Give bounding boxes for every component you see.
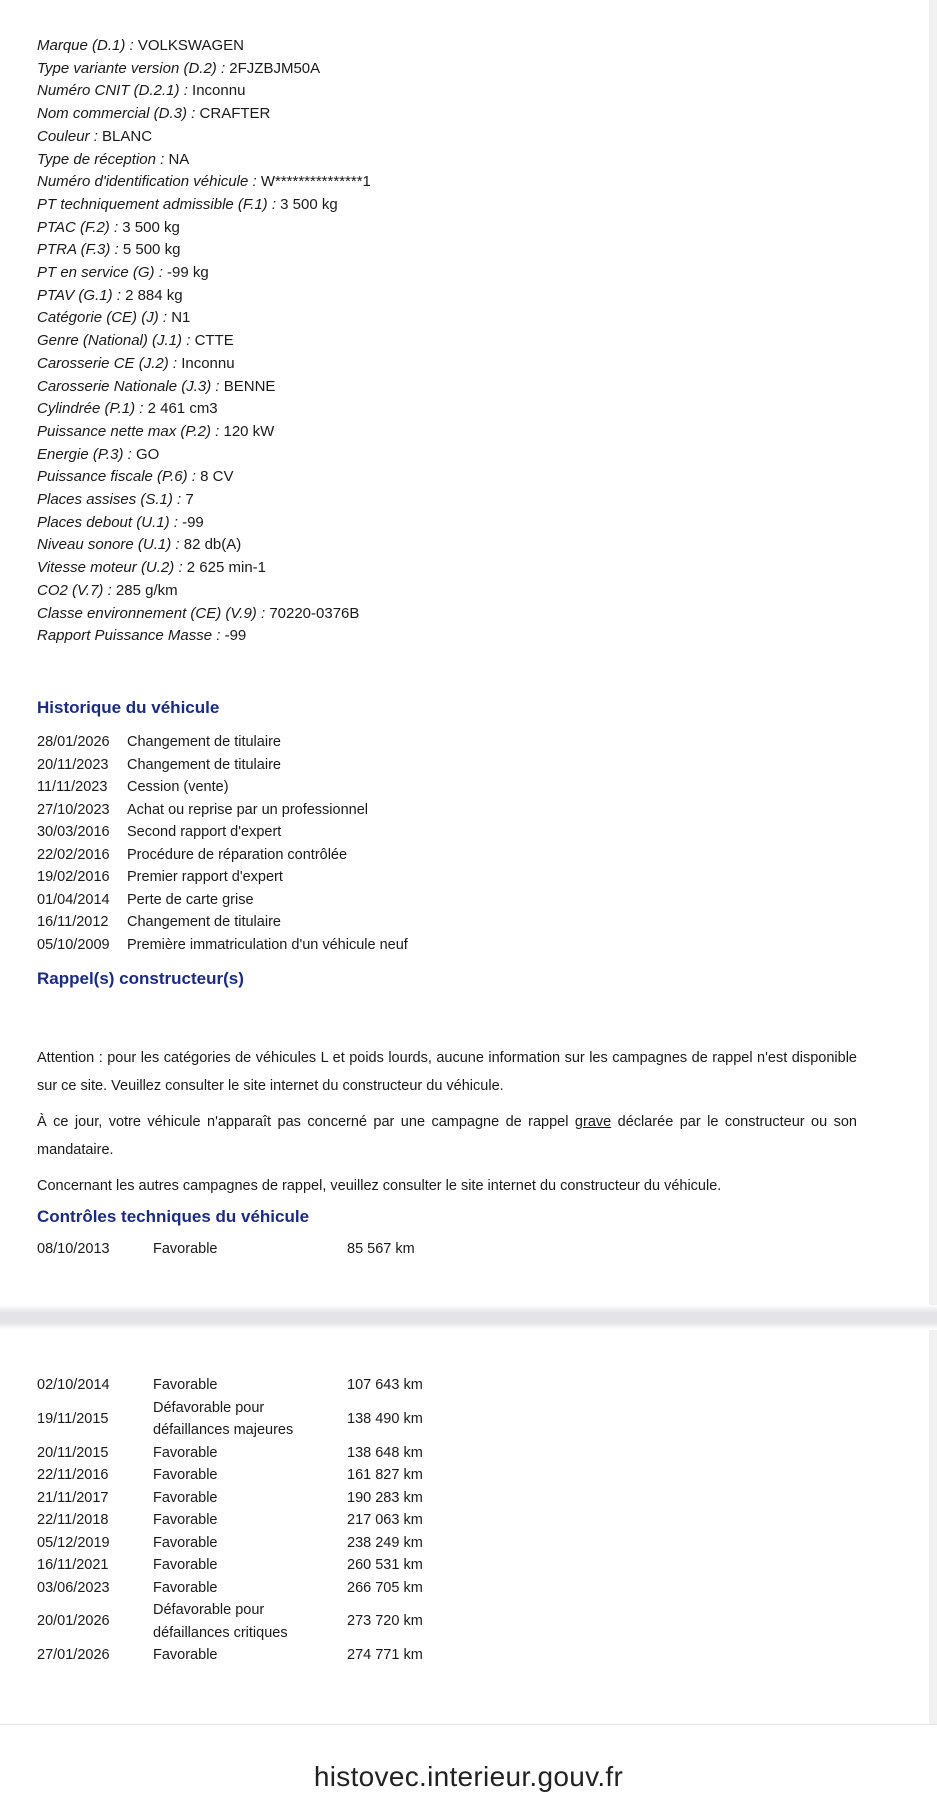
controle-date: 22/11/2018 xyxy=(37,1512,109,1528)
history-row xyxy=(37,776,408,799)
spec-value: GO xyxy=(135,445,160,463)
spec-row xyxy=(37,58,371,81)
controle-km: 138 490 km xyxy=(347,1410,423,1427)
rappels-text-span: À ce jour, votre véhicule n'apparaît pas concerné par une campagne de rappel xyxy=(37,1114,575,1130)
history-row xyxy=(37,911,408,934)
controle-result: Favorable xyxy=(153,1444,218,1461)
spec-value: -99 xyxy=(224,627,247,645)
controle-date: 22/11/2016 xyxy=(37,1467,109,1483)
controle-row xyxy=(37,1599,467,1644)
history-date: 16/11/2012 xyxy=(37,914,109,930)
controle-result: Favorable xyxy=(153,1467,218,1483)
spec-value: 3 500 kg xyxy=(280,195,338,213)
history-event: Changement de titulaire xyxy=(127,756,281,773)
controle-km: 238 249 km xyxy=(347,1534,423,1551)
vehicle-spec-list xyxy=(37,35,371,648)
spec-row xyxy=(37,126,371,149)
controle-date: 21/11/2017 xyxy=(37,1489,109,1506)
controle-result: Favorable xyxy=(153,1534,218,1551)
spec-row xyxy=(37,466,371,489)
spec-row xyxy=(37,149,371,172)
footer-url[interactable]: histovec.interieur.gouv.fr xyxy=(313,1761,624,1792)
spec-row xyxy=(37,444,371,467)
spec-value: 70220-0376B xyxy=(269,604,360,622)
spec-row xyxy=(37,353,371,376)
spec-label: Genre (National) (J.1) : xyxy=(37,332,195,350)
historique-title: Historique du véhicule xyxy=(37,698,220,717)
spec-label: Carosserie CE (J.2) : xyxy=(37,354,182,372)
spec-value: BENNE xyxy=(223,377,276,395)
spec-label: Puissance fiscale (P.6) : xyxy=(37,468,201,486)
history-date: 01/04/2014 xyxy=(37,891,110,908)
history-row xyxy=(37,821,408,844)
rappels-text xyxy=(37,1044,857,1208)
spec-value: 8 CV xyxy=(200,468,234,486)
history-date: 27/10/2023 xyxy=(37,801,110,818)
rappels-grave-word: grave xyxy=(574,1114,612,1130)
spec-label: PTAV (G.1) : xyxy=(37,286,126,304)
controle-date: 08/10/2013 xyxy=(37,1241,110,1257)
controle-result: Défavorable pour défaillances majeures xyxy=(153,1399,294,1438)
spec-label: Numéro d'identification véhicule : xyxy=(37,173,261,191)
spec-label: Classe environnement (CE) (V.9) : xyxy=(37,604,270,622)
controle-date: 02/10/2014 xyxy=(37,1377,110,1393)
spec-value: 3 500 kg xyxy=(122,218,180,236)
spec-label: Energie (P.3) : xyxy=(37,445,136,463)
spec-row xyxy=(37,376,371,399)
spec-label: CO2 (V.7) : xyxy=(37,581,116,599)
controle-km: 274 771 km xyxy=(347,1647,423,1663)
controle-result: Favorable xyxy=(153,1579,218,1596)
history-row xyxy=(37,731,408,754)
spec-label: PT en service (G) : xyxy=(37,264,168,282)
spec-label: Cylindrée (P.1) : xyxy=(37,400,148,418)
spec-row xyxy=(37,194,371,217)
controle-row xyxy=(37,1644,467,1667)
controle-km: 260 531 km xyxy=(347,1557,423,1573)
history-date: 05/10/2009 xyxy=(37,936,110,953)
history-event: Premier rapport d'expert xyxy=(127,869,283,885)
spec-row xyxy=(37,239,371,262)
spec-row xyxy=(37,603,371,626)
spec-label: Numéro CNIT (D.2.1) : xyxy=(37,82,193,100)
spec-row xyxy=(37,285,371,308)
spec-value: CRAFTER xyxy=(199,105,271,123)
spec-row xyxy=(37,80,371,103)
spec-label: Niveau sonore (U.1) : xyxy=(37,536,184,554)
spec-row xyxy=(37,534,371,557)
spec-row xyxy=(37,171,371,194)
history-event: Achat ou reprise par un professionnel xyxy=(127,801,369,818)
controle-row xyxy=(37,1487,467,1510)
spec-row xyxy=(37,489,371,512)
controle-km: 217 063 km xyxy=(347,1512,423,1528)
spec-value: BLANC xyxy=(102,127,153,145)
controle-row xyxy=(37,1554,467,1577)
controle-date: 03/06/2023 xyxy=(37,1579,110,1596)
spec-row xyxy=(37,421,371,444)
history-event: Changement de titulaire xyxy=(127,734,281,750)
history-date: 30/03/2016 xyxy=(37,824,110,840)
controle-row xyxy=(37,1532,467,1555)
spec-label: Puissance nette max (P.2) : xyxy=(37,422,224,440)
spec-value: 120 kW xyxy=(223,422,275,440)
history-date: 22/02/2016 xyxy=(37,846,110,863)
spec-row xyxy=(37,398,371,421)
controle-km: 107 643 km xyxy=(347,1377,423,1393)
history-event: Procédure de réparation contrôlée xyxy=(127,846,348,863)
controle-result: Favorable xyxy=(153,1377,218,1393)
rappels-paragraph: Attention : pour les catégories de véhicules L et poids lourds, aucune information sur les campagnes de rappel n'est disponible sur ce site. Veuillez consulter le site internet du constructeur du véhicule. xyxy=(37,1050,857,1094)
controle-date: 05/12/2019 xyxy=(37,1534,110,1551)
controles-title: Contrôles techniques du véhicule xyxy=(37,1207,310,1226)
page-break-divider xyxy=(0,1305,937,1330)
spec-value: 2 884 kg xyxy=(125,286,183,304)
controle-result: Favorable xyxy=(153,1489,218,1506)
spec-value: 2 461 cm3 xyxy=(147,400,218,418)
controle-date: 16/11/2021 xyxy=(37,1557,109,1573)
spec-label: Catégorie (CE) (J) : xyxy=(37,309,172,327)
spec-label: Nom commercial (D.3) : xyxy=(37,105,200,123)
history-row xyxy=(37,844,408,867)
history-date: 28/01/2026 xyxy=(37,734,110,750)
spec-value: Inconnu xyxy=(181,354,235,372)
spec-value: CTTE xyxy=(194,332,234,350)
controle-row xyxy=(37,1577,467,1600)
historique-list xyxy=(37,731,408,956)
spec-label: Type variante version (D.2) : xyxy=(37,59,230,77)
spec-row xyxy=(37,35,371,58)
spec-label: Couleur : xyxy=(37,127,103,145)
spec-value: -99 xyxy=(182,513,204,531)
controles-list xyxy=(37,1374,467,1667)
history-row xyxy=(37,934,408,957)
spec-value: 7 xyxy=(185,491,194,509)
spec-row xyxy=(37,580,371,603)
controle-result: Favorable xyxy=(153,1647,218,1663)
spec-row xyxy=(37,103,371,126)
spec-value: 285 g/km xyxy=(115,581,178,599)
spec-label: Type de réception : xyxy=(37,150,169,168)
rappels-paragraph xyxy=(37,1108,857,1164)
spec-label: Rapport Puissance Masse : xyxy=(37,627,225,645)
history-date: 19/02/2016 xyxy=(37,869,110,885)
history-event: Cession (vente) xyxy=(127,779,229,795)
history-row xyxy=(37,866,408,889)
spec-label: Vitesse moteur (U.2) : xyxy=(37,559,187,577)
spec-value: Inconnu xyxy=(192,82,246,100)
controle-row xyxy=(37,1509,467,1532)
spec-value: -99 kg xyxy=(167,264,209,282)
controle-km: 266 705 km xyxy=(347,1579,423,1596)
history-row xyxy=(37,799,408,822)
history-date: 20/11/2023 xyxy=(37,756,109,773)
scrollbar[interactable] xyxy=(929,0,937,1725)
controle-result: Favorable xyxy=(153,1241,218,1257)
controle-row xyxy=(37,1442,467,1465)
spec-row xyxy=(37,330,371,353)
spec-value: VOLKSWAGEN xyxy=(137,37,245,54)
controle-date: 27/01/2026 xyxy=(37,1647,110,1663)
spec-label: Marque (D.1) : xyxy=(37,37,138,54)
spec-row xyxy=(37,625,371,648)
controle-row xyxy=(37,1238,467,1261)
spec-row xyxy=(37,512,371,535)
browser-footer xyxy=(0,1724,937,1801)
controle-row xyxy=(37,1464,467,1487)
controle-date: 20/11/2015 xyxy=(37,1444,109,1461)
spec-label: PTRA (F.3) : xyxy=(37,241,123,259)
spec-value: 2FJZBJM50A xyxy=(229,59,321,77)
spec-row xyxy=(37,217,371,240)
spec-label: PTAC (F.2) : xyxy=(37,218,123,236)
history-event: Perte de carte grise xyxy=(127,891,254,908)
spec-row xyxy=(37,557,371,580)
controle-km: 273 720 km xyxy=(347,1613,423,1630)
controle-result: Défavorable pour défaillances critiques xyxy=(153,1602,288,1641)
spec-value: W***************1 xyxy=(260,173,371,191)
spec-value: NA xyxy=(168,150,190,168)
controle-date: 20/01/2026 xyxy=(37,1613,110,1630)
spec-row xyxy=(37,262,371,285)
spec-value: 5 500 kg xyxy=(122,241,181,259)
history-row xyxy=(37,754,408,777)
spec-row xyxy=(37,307,371,330)
controle-km: 161 827 km xyxy=(347,1467,423,1483)
controle-date: 19/11/2015 xyxy=(37,1410,109,1427)
history-row xyxy=(37,889,408,912)
controle-result: Favorable xyxy=(153,1512,218,1528)
rappels-text-span: déclarée par le constructeur ou son mandataire. xyxy=(37,1114,857,1158)
controle-row xyxy=(37,1374,467,1397)
history-event: Changement de titulaire xyxy=(127,914,281,930)
controle-km: 138 648 km xyxy=(347,1444,423,1461)
controle-km: 85 567 km xyxy=(347,1241,415,1257)
spec-label: Places assises (S.1) : xyxy=(37,491,186,509)
rappels-paragraph: Concernant les autres campagnes de rappel, veuillez consulter le site internet du constructeur du véhicule. xyxy=(37,1178,722,1194)
spec-label: Places debout (U.1) : xyxy=(37,513,183,531)
history-event: Second rapport d'expert xyxy=(127,824,282,840)
spec-value: 2 625 min-1 xyxy=(186,559,266,577)
rappels-title: Rappel(s) constructeur(s) xyxy=(37,969,244,988)
spec-value: N1 xyxy=(171,309,191,327)
controle-result: Favorable xyxy=(153,1557,218,1573)
history-event: Première immatriculation d'un véhicule neuf xyxy=(127,936,408,953)
controle-km: 190 283 km xyxy=(347,1489,423,1506)
spec-value: 82 db(A) xyxy=(183,536,242,554)
history-date: 11/11/2023 xyxy=(37,779,108,795)
spec-label: PT techniquement admissible (F.1) : xyxy=(37,195,281,213)
controle-row xyxy=(37,1397,467,1442)
spec-label: Carosserie Nationale (J.3) : xyxy=(37,377,224,395)
